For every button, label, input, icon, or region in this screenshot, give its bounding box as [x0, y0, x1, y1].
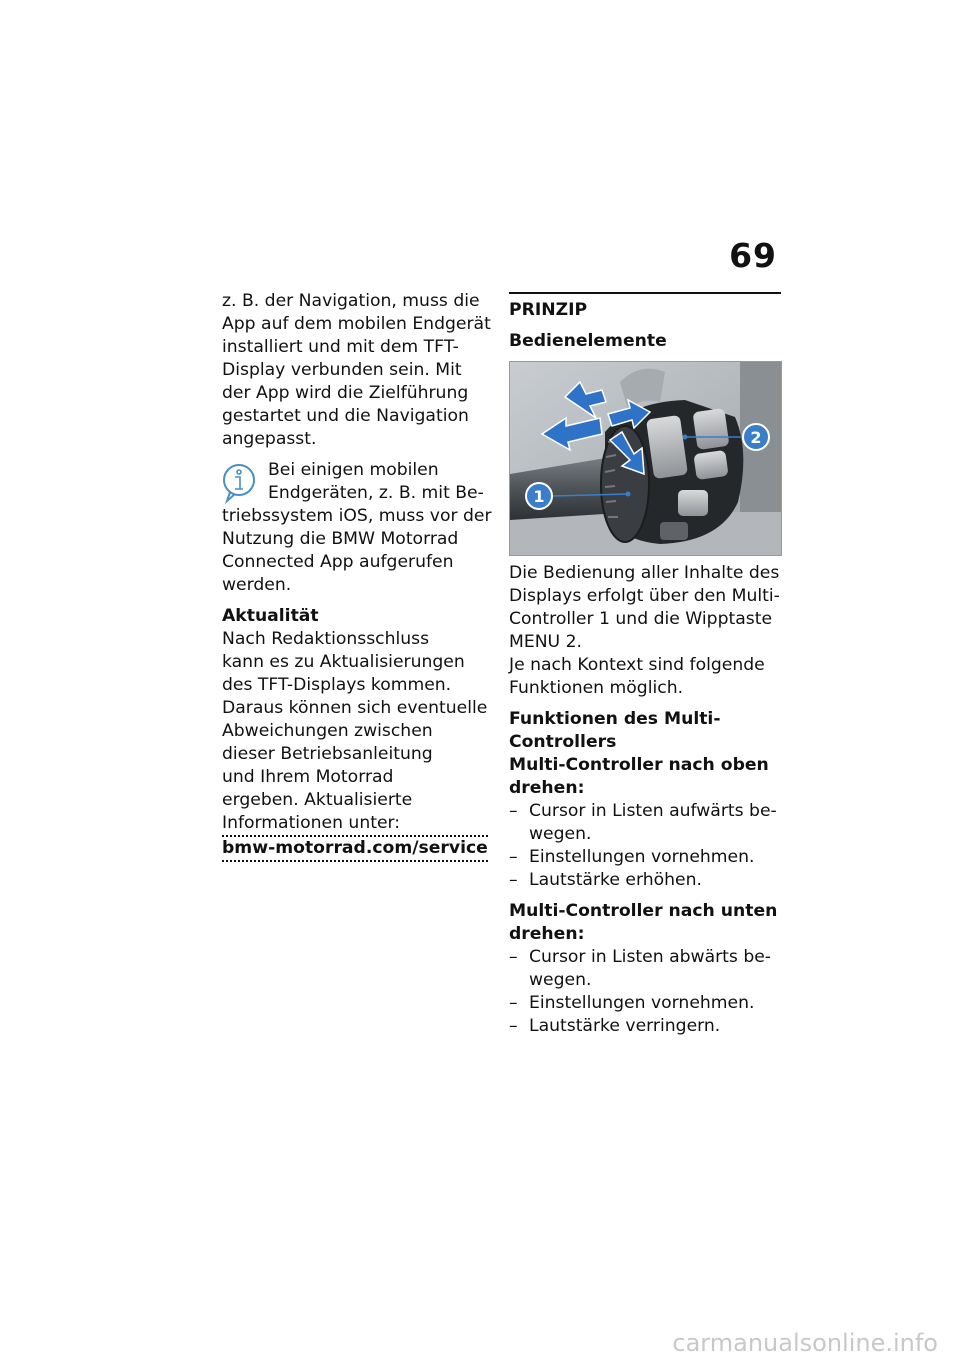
intro-paragraph: z. B. der Navigation, muss die App auf dem mobilen Endgerät installiert und mit dem TFT- Display verbunden sein. Mit der App wird die Zielführung gestartet und die Navigation angepasst.	[222, 291, 491, 449]
list-item: – Cursor in Listen aufwärts be- wegen.	[509, 800, 781, 846]
page-number: 69	[729, 236, 777, 275]
info-icon	[222, 461, 256, 505]
controller-illustration	[510, 362, 781, 555]
controls-heading: Bedienelemente	[509, 331, 667, 351]
list-item: – Cursor in Listen abwärts be- wegen.	[509, 946, 781, 992]
left-column	[222, 290, 494, 862]
callout-1: 1	[533, 487, 545, 506]
list-item: – Lautstärke erhöhen.	[509, 869, 781, 892]
service-link[interactable]: bmw-motorrad.com/service	[222, 835, 488, 862]
list-item: – Einstellungen vornehmen.	[509, 846, 781, 869]
list-item: – Lautstärke verringern.	[509, 1015, 781, 1038]
info-text: Bei einigen mobilen Endgeräten, z. B. mit Be- triebssystem iOS, muss vor der Nutzung die BMW Motorrad Connected App aufgerufen werden.	[222, 460, 492, 595]
info-note	[222, 459, 494, 597]
list-item: – Einstellungen vornehmen.	[509, 992, 781, 1015]
watermark: carmanualsonline.info	[672, 1329, 938, 1357]
update-heading: Aktualität	[222, 606, 319, 626]
update-paragraph: Nach Redaktionsschluss kann es zu Aktualisierungen des TFT-Displays kommen. Daraus können sich eventuelle Abweichungen zwischen dieser Betriebsanleitung und Ihrem Motorrad ergeben. Aktualisierte Informationen unter:	[222, 629, 488, 833]
section-title: PRINZIP	[509, 292, 781, 322]
down-heading: Multi-Controller nach unten drehen:	[509, 901, 778, 944]
controller-figure	[509, 361, 782, 556]
callout-2: 2	[750, 428, 762, 447]
functions-heading: Funktionen des Multi- Controllers	[509, 709, 721, 752]
controls-description: Die Bedienung aller Inhalte des Displays erfolgt über den Multi- Controller 1 und die Wipptaste MENU 2. Je nach Kontext sind folgende Funktionen möglich.	[509, 563, 780, 698]
right-column	[509, 292, 781, 1038]
up-heading: Multi-Controller nach oben drehen:	[509, 755, 769, 798]
